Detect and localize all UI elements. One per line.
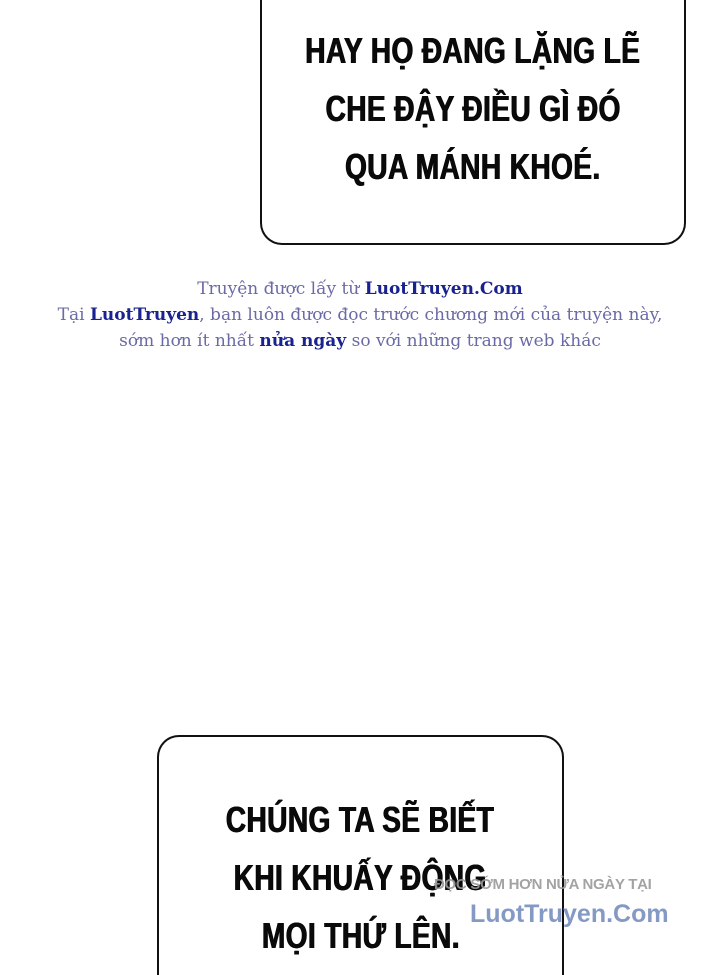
credit-text: Truyện được lấy từ <box>197 279 365 299</box>
source-credits <box>0 276 720 354</box>
speech-bubble-top <box>260 0 686 245</box>
dialogue-line: QUA MÁNH KHOÉ. <box>345 146 601 187</box>
dialogue-line: CHÚNG TA SẼ BIẾT <box>226 799 495 840</box>
site-link[interactable]: LuotTruyen.Com <box>364 279 523 299</box>
dialogue-line: CHE ĐẬY ĐIỀU GÌ ĐÓ <box>325 88 621 129</box>
watermark-site: LuotTruyen.Com <box>470 900 669 928</box>
site-name-link[interactable]: LuotTruyen <box>89 305 200 325</box>
credit-text: , bạn luôn được đọc trước chương mới của truyện này, <box>199 305 663 325</box>
credit-text: so với những trang web khác <box>346 331 601 351</box>
speech-bubble-bottom <box>157 735 564 975</box>
credit-line-1 <box>0 276 720 302</box>
credit-line-2 <box>0 302 720 328</box>
dialogue-line: KHI KHUẤY ĐỘNG <box>233 857 487 898</box>
dialogue-line: MỌI THỨ LÊN. <box>261 915 460 956</box>
credit-text: Tại <box>57 305 90 325</box>
credit-line-3 <box>0 328 720 354</box>
credit-emphasis: nửa ngày <box>259 331 347 351</box>
watermark-tagline: ĐỌC SỚM HƠN NỬA NGÀY TẠI <box>434 876 652 893</box>
credit-text: sớm hơn ít nhất <box>119 331 260 351</box>
dialogue-line: HAY HỌ ĐANG LẶNG LẼ <box>305 30 641 71</box>
